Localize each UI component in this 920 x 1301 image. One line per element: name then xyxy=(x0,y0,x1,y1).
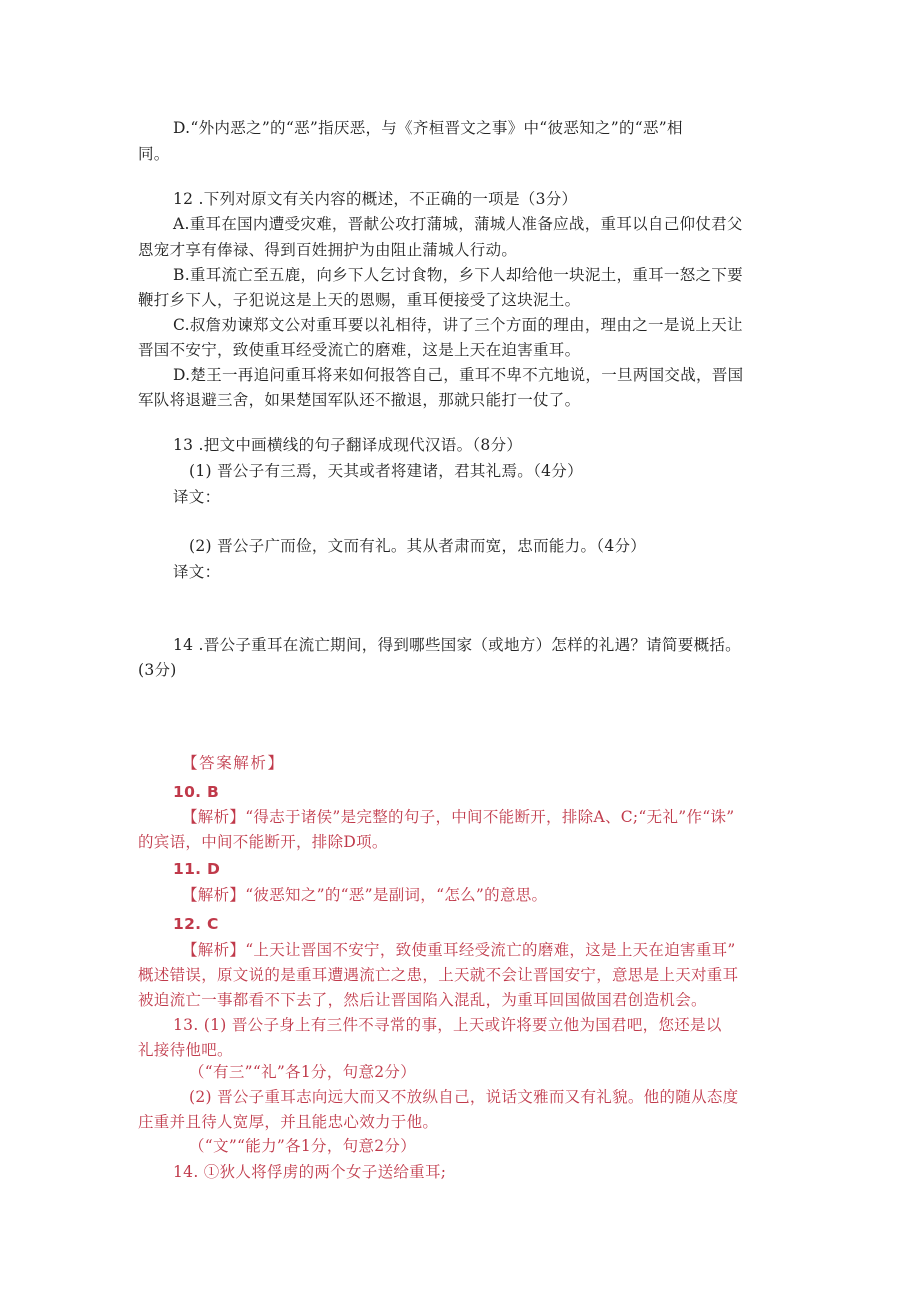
q11-option-d-line1: D.“外内恶之”的“恶”指厌恶，与《齐桓晋文之事》中“彼恶知之”的“恶”相 xyxy=(173,119,683,137)
answer-13-part2-scoring: （“文”“能力”各1分，句意2分） xyxy=(189,1137,417,1155)
answer-11: 11. D xyxy=(173,860,221,878)
q12-option-d-line1: D.楚王一再追问重耳将来如何报答自己，重耳不卑不亢地说，一旦两国交战，晋国 xyxy=(173,366,744,384)
q12-option-b-line1: B.重耳流亡至五鹿，向乡下人乞讨食物，乡下人却给他一块泥土，重耳一怒之下要 xyxy=(173,266,743,284)
answer-12-explanation-line2: 概述错误，原文说的是重耳遭遇流亡之患，上天就不会让晋国安宁，意思是上天对重耳 xyxy=(138,966,739,984)
q14-stem-line1: 14 .晋公子重耳在流亡期间，得到哪些国家（或地方）怎样的礼遇？请简要概括。 xyxy=(173,636,741,654)
q13-sentence-2: (2) 晋公子广而俭，文而有礼。其从者肃而宽，忠而能力。（4分） xyxy=(189,537,647,555)
answer-section-header: 【答案解析】 xyxy=(182,754,285,772)
q11-option-d-line2: 同。 xyxy=(138,145,170,163)
q13-stem: 13 .把文中画横线的句子翻译成现代汉语。（8分） xyxy=(173,436,523,454)
answer-14-item-1: 14. ①狄人将俘虏的两个女子送给重耳; xyxy=(173,1163,447,1181)
q14-stem-line2: (3分) xyxy=(138,661,177,679)
q13-sentence-1: (1) 晋公子有三焉，天其或者将建诸，君其礼焉。（4分） xyxy=(189,462,583,480)
q12-stem: 12 .下列对原文有关内容的概述，不正确的一项是（3分） xyxy=(173,190,578,208)
q12-option-d-line2: 军队将退避三舍，如果楚国军队还不撤退，那就只能打一仗了。 xyxy=(138,391,581,409)
q12-option-a-line2: 恩宠才享有俸禄、得到百姓拥护为由阻止蒲城人行动。 xyxy=(138,241,518,259)
answer-13-part1-scoring: （“有三”“礼”各1分，句意2分） xyxy=(189,1063,417,1081)
answer-12: 12. C xyxy=(173,915,219,933)
q12-option-b-line2: 鞭打乡下人，子犯说这是上天的恩赐，重耳便接受了这块泥土。 xyxy=(138,291,581,309)
answer-10-explanation-line1: 【解析】“得志于诸侯”是完整的句子，中间不能断开，排除A、C;“无礼”作“诛” xyxy=(182,808,735,826)
answer-12-explanation-line3: 被迫流亡一事都看不下去了，然后让晋国陷入混乱，为重耳回国做国君创造机会。 xyxy=(138,991,707,1009)
answer-13-part2-line2: 庄重并且待人宽厚，并且能忠心效力于他。 xyxy=(138,1113,439,1131)
q12-option-a-line1: A.重耳在国内遭受灾难，晋献公攻打蒲城，蒲城人准备应战，重耳以自己仰仗君父 xyxy=(173,215,743,233)
answer-13-part1-line2: 礼接待他吧。 xyxy=(138,1041,233,1059)
q12-option-c-line2: 晋国不安宁，致使重耳经受流亡的磨难，这是上天在迫害重耳。 xyxy=(138,341,581,359)
answer-10: 10. B xyxy=(173,783,220,801)
answer-10-explanation-line2: 的宾语，中间不能断开，排除D项。 xyxy=(138,833,388,851)
q13-translation-label-2: 译文： xyxy=(173,563,221,581)
answer-11-explanation: 【解析】“彼恶知之”的“恶”是副词，“怎么”的意思。 xyxy=(182,886,548,904)
answer-13-part2-line1: (2) 晋公子重耳志向远大而又不放纵自己，说话文雅而又有礼貌。他的随从态度 xyxy=(189,1088,739,1106)
q12-option-c-line1: C.叔詹劝谏郑文公对重耳要以礼相待，讲了三个方面的理由，理由之一是说上天让 xyxy=(173,316,743,334)
q13-translation-label-1: 译文： xyxy=(173,488,221,506)
answer-12-explanation-line1: 【解析】“上天让晋国不安宁，致使重耳经受流亡的磨难，这是上天在迫害重耳” xyxy=(182,941,736,959)
answer-13-part1-line1: 13. (1) 晋公子身上有三件不寻常的事，上天或许将要立他为国君吧，您还是以 xyxy=(173,1016,722,1034)
